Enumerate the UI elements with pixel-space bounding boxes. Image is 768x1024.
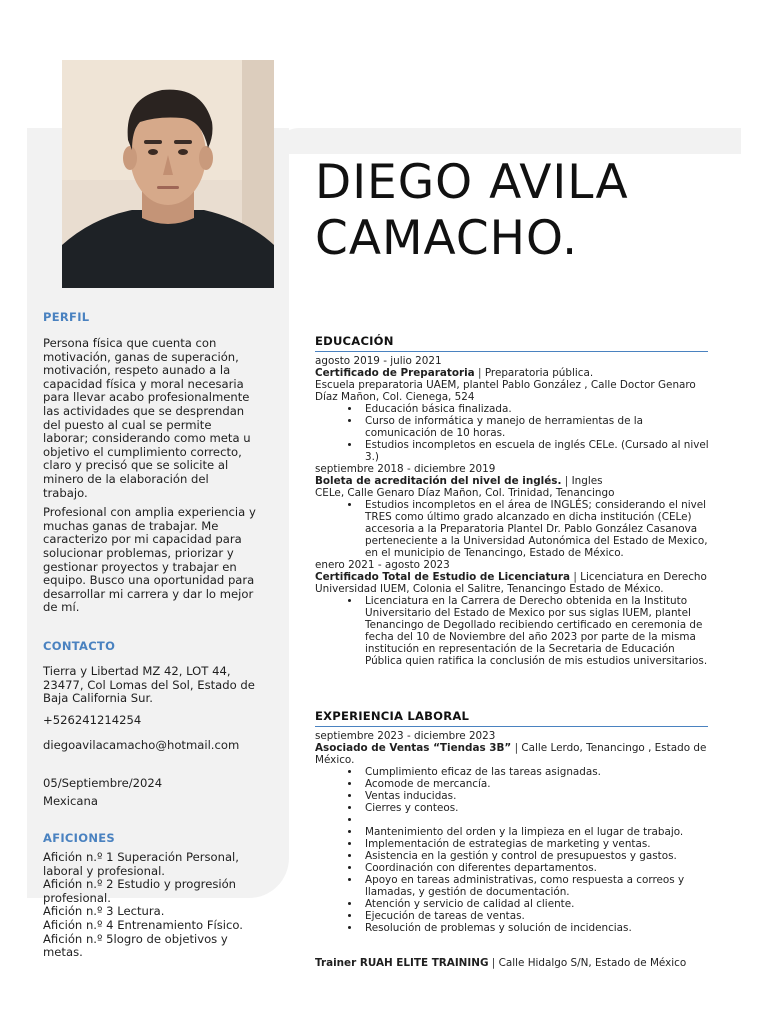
- bullet-item: [361, 814, 710, 826]
- entry-subtitle: Ingles: [571, 475, 603, 487]
- aficiones-heading: AFICIONES: [43, 831, 115, 845]
- contact-email[interactable]: diegoavilacamacho@hotmail.com: [43, 738, 240, 752]
- bullet-item: • Curso de informática y manejo de herramientas de la comunicación de 10 horas.: [361, 415, 710, 439]
- bullet-item: • Ventas inducidas.: [361, 790, 710, 802]
- bullet-item: • Estudios incompletos en el área de INGLÉS; considerando el nivel TRES como último grado alcanzado en dicha institución (CELe) accesoria a la Preparatoria Plantel Dr. Pablo González Casanova perteneciente a la Universidad Autonómica del Estado de Mexico, en el municipio de Tenancingo, Estado de México.: [361, 499, 710, 559]
- entry-subtitle: Preparatoria pública.: [484, 367, 594, 379]
- perfil-heading: PERFIL: [43, 310, 90, 324]
- perfil-section: [43, 337, 257, 615]
- entry-place: Escuela preparatoria UAEM, plantel Pablo González , Calle Doctor Genaro Díaz Mañon, Col. Cienega, 524: [315, 379, 696, 403]
- entry-place: Universidad IUEM, Colonia el Salitre, Tenancingo Estado de México.: [315, 583, 664, 595]
- entry-title: Certificado de Preparatoria: [315, 367, 475, 379]
- entry-title: Boleta de acreditación del nivel de inglés.: [315, 475, 562, 487]
- header-band: [275, 128, 741, 154]
- bullet-item: • Mantenimiento del orden y la limpieza en el lugar de trabajo.: [361, 826, 710, 838]
- entry-heading: [315, 367, 710, 379]
- bullet-item: • Cumplimiento eficaz de las tareas asignadas.: [361, 766, 710, 778]
- bullet-item: • Acomode de mercancía.: [361, 778, 710, 790]
- entry-place: CELe, Calle Genaro Díaz Mañon, Col. Trinidad, Tenancingo: [315, 487, 615, 499]
- entry-bullets: [315, 499, 710, 559]
- contact-nationality: Mexicana: [43, 794, 98, 808]
- experiencia-heading: EXPERIENCIA LABORAL: [315, 709, 708, 727]
- bullet-item: • Cierres y conteos.: [361, 802, 710, 814]
- bullet-item: • Ejecución de tareas de ventas.: [361, 910, 710, 922]
- bullet-item: • Apoyo en tareas administrativas, como respuesta a correos y llamadas, y gestión de documentación.: [361, 874, 710, 898]
- bullet-item: • Implementación de estrategias de marketing y ventas.: [361, 838, 710, 850]
- entry-heading: [315, 742, 710, 766]
- entry-title: Asociado de Ventas “Tiendas 3B”: [315, 742, 512, 754]
- name-line-2: CAMACHO.: [315, 211, 579, 266]
- entry-subtitle: Licenciatura en Derecho: [580, 571, 707, 583]
- trainer-title: Trainer RUAH ELITE TRAINING: [315, 957, 489, 969]
- entry-dates: agosto 2019 - julio 2021: [315, 355, 442, 367]
- entry-separator: |: [477, 367, 482, 379]
- full-name: [315, 155, 629, 267]
- bullet-item: • Licenciatura en la Carrera de Derecho obtenida en la Instituto Universitario del Estado de Mexico por sus siglas IUEM, plantel Tenancingo de Degollado recibiendo certificado en ceremonia de fecha del 10 de Noviembre del año 2023 por parte de la misma institución en representación de la Secretaria de Educación Pública quien ratifica la conclusión de mis estudios universitarios.: [361, 595, 710, 667]
- profile-photo: [62, 60, 274, 288]
- contacto-heading: CONTACTO: [43, 639, 116, 653]
- education-entry: [315, 355, 710, 463]
- trainer-place: Calle Hidalgo S/N, Estado de México: [498, 957, 687, 969]
- perfil-paragraph-2: Profesional con amplia experiencia y muchas ganas de trabajar. Me caracterizo por mi capacidad para solucionar problemas, priorizar y gestionar proyectos y trabajar en equipo. Busco una oportunidad para desarrollar mi carrera y dar lo mejor de mí.: [43, 505, 256, 615]
- entry-dates: septiembre 2018 - diciembre 2019: [315, 463, 496, 475]
- entry-dates: septiembre 2023 - diciembre 2023: [315, 730, 496, 742]
- trainer-entry: [315, 957, 686, 969]
- entry-title: Certificado Total de Estudio de Licenciatura: [315, 571, 571, 583]
- name-line-1: DIEGO AVILA: [315, 155, 629, 210]
- aficion-item: Afición n.º 4 Entrenamiento Físico.: [43, 917, 243, 932]
- contact-phone[interactable]: +526241214254: [43, 713, 142, 727]
- education-entry: [315, 559, 710, 667]
- educacion-heading: EDUCACIÓN: [315, 334, 708, 352]
- entry-heading: [315, 571, 710, 583]
- education-entry: [315, 463, 710, 559]
- contacto-section: [43, 665, 257, 706]
- entry-heading: [315, 475, 710, 487]
- trainer-separator: |: [491, 957, 496, 969]
- perfil-paragraph-1: Persona física que cuenta con motivación, ganas de superación, motivación, respeto aunado a la capacidad física y moral necesaria para llevar acabo profesionalmente las actividades que se desprendan del puesto al cual se permite laborar; considerando como meta u objetivo el cumplimiento correcto, claro y precisó que se solicite al minero de la elaboración del trabajo.: [43, 336, 251, 500]
- entry-separator: |: [564, 475, 569, 487]
- bullet-item: • Asistencia en la gestión y control de presupuestos y gastos.: [361, 850, 710, 862]
- contact-date: 05/Septiembre/2024: [43, 776, 163, 790]
- entry-separator: |: [514, 742, 519, 754]
- entry-bullets: [315, 595, 710, 667]
- bullet-item: • Educación básica finalizada.: [361, 403, 710, 415]
- aficion-item: Afición n.º 2 Estudio y progresión profesional.: [43, 877, 237, 905]
- entry-subtitle: Calle Lerdo, Tenancingo , Estado de México.: [315, 742, 707, 766]
- aficiones-list: [43, 851, 257, 960]
- entry-dates: enero 2021 - agosto 2023: [315, 559, 450, 571]
- entry-bullets: [315, 403, 710, 463]
- experiencia-bullets: [315, 766, 710, 934]
- experiencia-section: [315, 730, 710, 934]
- aficion-item: Afición n.º 1 Superación Personal, laboral y profesional.: [43, 850, 239, 878]
- bullet-item: • Estudios incompletos en escuela de inglés CELe. (Cursado al nivel 3.): [361, 439, 710, 463]
- contact-address: Tierra y Libertad MZ 42, LOT 44, 23477, Col Lomas del Sol, Estado de Baja California Sur.: [43, 664, 255, 706]
- entry-separator: |: [573, 571, 577, 583]
- bullet-item: • Resolución de problemas y solución de incidencias.: [361, 922, 710, 934]
- educacion-section: [315, 355, 710, 667]
- aficion-item: Afición n.º 3 Lectura.: [43, 904, 165, 919]
- bullet-item: • Coordinación con diferentes departamentos.: [361, 862, 710, 874]
- aficion-item: Afición n.º 5logro de objetivos y metas.: [43, 931, 228, 960]
- bullet-item: • Atención y servicio de calidad al cliente.: [361, 898, 710, 910]
